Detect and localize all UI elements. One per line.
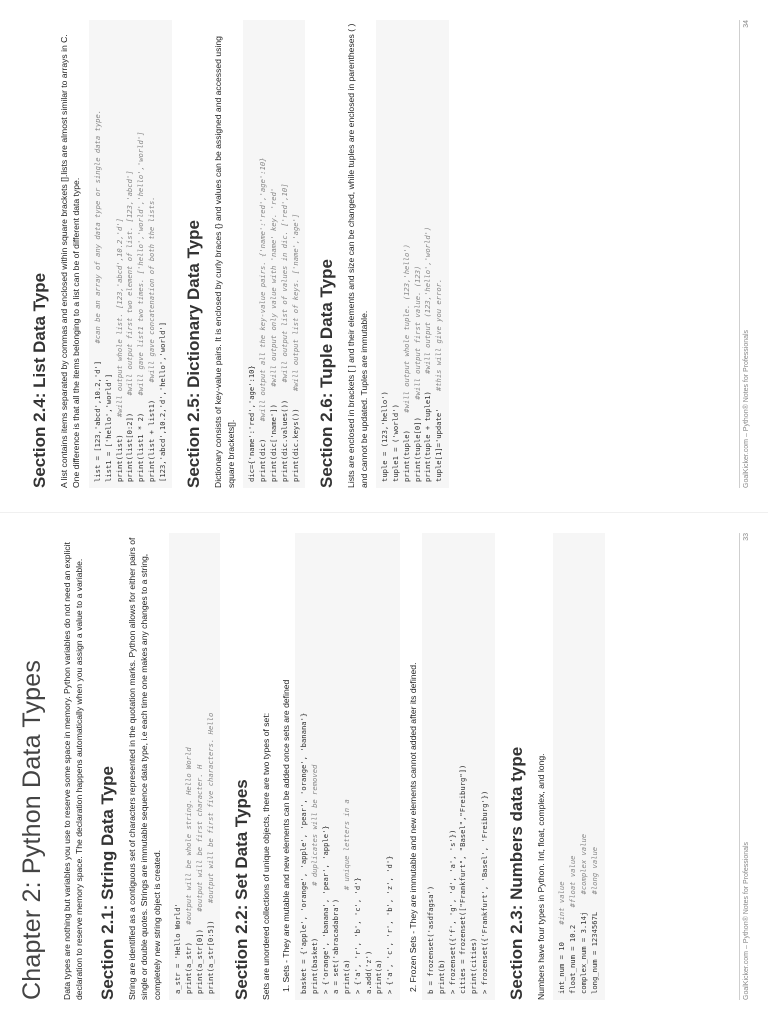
code-comment: #will gave list1 two times. ['hello','world','hello','world'] bbox=[136, 131, 146, 396]
code-comment: #will output list of keys. ['name','age'] bbox=[290, 213, 300, 392]
code-text: basket = {'apple', 'orange', 'apple', 'pear', 'orange', 'banana'} bbox=[298, 712, 308, 994]
code-line bbox=[437, 539, 448, 994]
code-text: print(list[0:2]) bbox=[125, 395, 135, 482]
code-comment: #this will give you error. bbox=[434, 278, 444, 392]
code-text: > frozenset({'f', 'g', 'd', 'a', 's'}) bbox=[447, 829, 457, 994]
code-text: a.add('z') bbox=[363, 950, 373, 994]
code-line bbox=[380, 26, 391, 482]
code-text: print(a) bbox=[374, 959, 384, 994]
code-line bbox=[136, 26, 147, 482]
code-text: print(a_str[0]) bbox=[194, 911, 204, 994]
code-line bbox=[590, 539, 601, 994]
code-text: complex_num = 3.14j bbox=[578, 894, 588, 994]
code-text: list1 = ['hello','world'] bbox=[103, 373, 113, 482]
code-comment: #will output first two element of list. [123,'abcd'] bbox=[125, 170, 135, 396]
code-line bbox=[385, 539, 396, 994]
code-line bbox=[104, 26, 115, 482]
code-line bbox=[173, 539, 184, 994]
code-text: print(dic.values()) bbox=[279, 382, 289, 482]
code-line bbox=[413, 26, 424, 482]
code-text: cities = frozenset(["Frankfurt", "Basel","Freiburg"]) bbox=[458, 764, 468, 994]
code-comment: #will output list of values in dic. ['red',10] bbox=[279, 183, 289, 383]
code-text: dic={'name':'red','age':10} bbox=[247, 365, 257, 482]
code-block-tuple bbox=[376, 20, 449, 488]
code-block-list bbox=[89, 20, 173, 488]
code-line bbox=[291, 26, 302, 482]
section-2-6-text: Lists are enclosed in brackets [ ] and their elements and size can be changed, while tuples are enclosed in parentheses ( ) and cannot be updated. Tuples are immutable. bbox=[346, 23, 369, 488]
code-text: a_str = 'Hello World' bbox=[173, 903, 183, 994]
code-line bbox=[434, 26, 445, 482]
code-text: print(basket) bbox=[309, 885, 319, 994]
code-block-sets bbox=[295, 533, 400, 1000]
code-line bbox=[353, 539, 364, 994]
code-line bbox=[426, 539, 437, 994]
code-line bbox=[310, 539, 321, 994]
code-line bbox=[269, 26, 280, 482]
section-2-3-title: Section 2.3: Numbers data type bbox=[506, 746, 526, 1000]
code-text: print(dic.keys()) bbox=[290, 391, 300, 482]
section-2-4-title: Section 2.4: List Data Type bbox=[30, 272, 49, 488]
code-line bbox=[364, 539, 375, 994]
code-text: print(cities) bbox=[469, 937, 479, 994]
code-text: > frozenset({'Frankfurt', 'Basel', 'Freiburg'}) bbox=[480, 790, 490, 994]
code-line bbox=[125, 26, 136, 482]
code-line bbox=[331, 539, 342, 994]
code-text: print(list1 * 2) bbox=[136, 395, 146, 482]
footer-source: GoalKicker.com – Python® Notes for Professionals bbox=[743, 841, 750, 1000]
code-text: int_num = 10 bbox=[557, 924, 567, 994]
list-item-sets: 1. Sets - They are mutable and new elements can be added once sets are defined bbox=[280, 679, 291, 992]
section-2-6-title: Section 2.6: Tuple Data Type bbox=[317, 259, 337, 488]
code-line bbox=[147, 26, 158, 482]
code-text: > {'a', 'c', 'r', 'b', 'z', 'd'} bbox=[385, 855, 395, 994]
code-comment: #float value bbox=[568, 855, 578, 908]
code-text: a = set('abracadabra') bbox=[331, 898, 341, 994]
section-2-1-text: String are identified as a contiguous set of characters represented in the quotation marks. Python allows for either pairs of single or double quotes. Strings are immutable sequence data type, i.e each time one makes any changes to a string, completely new string object is created. bbox=[126, 537, 162, 1000]
code-text: print(dic['name']) bbox=[268, 386, 278, 482]
code-text: tuple1 = ('world') bbox=[391, 404, 401, 482]
code-text: float_num = 10.2 bbox=[568, 907, 578, 994]
code-text: tuple = (123,'hello') bbox=[380, 391, 390, 482]
code-line bbox=[448, 539, 459, 994]
code-line bbox=[557, 539, 568, 994]
code-block-frozen-sets bbox=[422, 533, 495, 1000]
code-text: [123,'abcd',10.2,'d','hello','world'] bbox=[157, 321, 167, 482]
code-line bbox=[184, 539, 195, 994]
code-line bbox=[247, 26, 258, 482]
code-text: print(a_str[0:5]) bbox=[205, 903, 215, 994]
code-line bbox=[374, 539, 385, 994]
code-comment: #long value bbox=[589, 846, 599, 895]
code-text: print(tuple[0]) bbox=[412, 399, 422, 482]
page-number: 33 bbox=[743, 533, 750, 541]
code-text: print(list + list1) bbox=[146, 382, 156, 482]
code-comment: #int value bbox=[557, 881, 567, 925]
code-text: list = [123,'abcd',10.2,'d'] bbox=[92, 343, 102, 482]
code-line bbox=[480, 539, 491, 994]
code-text: b = frozenset('asdfagsa') bbox=[426, 885, 436, 994]
code-comment: #output will be whole string. Hello World bbox=[184, 747, 194, 925]
code-line bbox=[391, 26, 402, 482]
code-line bbox=[158, 26, 169, 482]
code-line bbox=[299, 539, 310, 994]
intro-paragraph: Data types are nothing but variables you use to reserve some space in memory. Python variables do not need an explicit declaration to reserve memory space. The declaration happens automatically when you assign a value to a variable. bbox=[62, 542, 85, 1000]
code-line bbox=[280, 26, 291, 482]
code-line bbox=[458, 539, 469, 994]
code-comment: #complex value bbox=[578, 833, 588, 895]
code-line bbox=[342, 539, 353, 994]
code-block-string bbox=[169, 533, 220, 1000]
page-33 bbox=[0, 512, 768, 1024]
code-comment: #will gave concatenation of both the lists. bbox=[146, 196, 156, 383]
code-block-numbers bbox=[553, 533, 604, 1000]
section-2-2-text: Sets are unordered collections of unique objects, there are two types of set: bbox=[261, 712, 272, 1000]
code-text: print(tuple) bbox=[401, 412, 411, 482]
code-comment: #will output (123,'hello','world') bbox=[423, 226, 433, 374]
section-2-2-title: Section 2.2: Set Data Types bbox=[232, 779, 252, 1000]
code-line bbox=[115, 26, 126, 482]
code-line bbox=[568, 539, 579, 994]
section-2-4-text: A list contains items separated by commas and enclosed within square brackets [].lists are almost similar to arrays in C. One difference is that all the items belonging to a list can be of different data type. bbox=[59, 34, 82, 488]
code-line bbox=[321, 539, 332, 994]
code-comment: #will output first value. (123) bbox=[412, 265, 422, 400]
code-text: long_num = 1234567L bbox=[589, 894, 599, 994]
code-comment: #will output whole tuple. (123,'hello') bbox=[401, 243, 411, 413]
code-text: > {'a', 'r', 'b', 'c', 'd'} bbox=[352, 877, 362, 994]
code-line bbox=[195, 539, 206, 994]
section-2-1-title: Section 2.1: String Data Type bbox=[97, 766, 117, 1000]
code-comment: #will output whole list. [123,'abcd',10.2,'d'] bbox=[114, 218, 124, 418]
page-footer bbox=[739, 20, 750, 488]
code-comment: #can be an array of any data type or single data type. bbox=[92, 109, 102, 344]
code-line bbox=[469, 539, 480, 994]
code-line bbox=[402, 26, 413, 482]
list-item-frozen-sets: 2. Frozen Sets - They are immutable and new elements cannot added after its defined. bbox=[408, 662, 419, 992]
code-text: print(list) bbox=[114, 417, 124, 482]
code-text: print(a) bbox=[342, 890, 352, 994]
code-line bbox=[93, 26, 104, 482]
page-number: 34 bbox=[743, 20, 750, 28]
code-line bbox=[258, 26, 269, 482]
code-line bbox=[206, 539, 217, 994]
section-2-5-title: Section 2.5: Dictionary Data Type bbox=[184, 220, 204, 488]
code-comment: # unique letters in a bbox=[342, 799, 352, 891]
code-line bbox=[423, 26, 434, 482]
code-text: print(dic) bbox=[258, 421, 268, 482]
footer-source: GoalKicker.com – Python® Notes for Professionals bbox=[743, 329, 750, 488]
code-text: print(tuple + tuple1) bbox=[423, 373, 433, 482]
code-text: tuple[1]='update' bbox=[434, 391, 444, 482]
code-comment: #output will be first character. H bbox=[194, 764, 204, 912]
code-comment: #output will be first five characters. Hello bbox=[205, 712, 215, 904]
code-comment: #will output only value with 'name' key. 'red' bbox=[268, 187, 278, 387]
page-footer bbox=[739, 533, 750, 1000]
code-block-dictionary bbox=[243, 20, 305, 488]
section-2-3-text: Numbers have four types in Python. Int, float, complex, and long. bbox=[535, 753, 546, 1000]
code-text: print(a_str) bbox=[184, 924, 194, 994]
chapter-title: Chapter 2: Python Data Types bbox=[18, 659, 46, 1000]
code-text: print(b) bbox=[436, 959, 446, 994]
code-comment: #will output all the key-value pairs. {'name':'red','age':10} bbox=[258, 157, 268, 422]
code-line bbox=[579, 539, 590, 994]
section-2-5-text: Dictionary consists of key-value pairs. It is enclosed by curly braces {} and values can be assigned and accessed using square brackets[]. bbox=[213, 36, 236, 488]
code-comment: # duplicates will be removed bbox=[309, 764, 319, 886]
code-text: > {'orange', 'banana', 'pear', 'apple'} bbox=[320, 825, 330, 994]
